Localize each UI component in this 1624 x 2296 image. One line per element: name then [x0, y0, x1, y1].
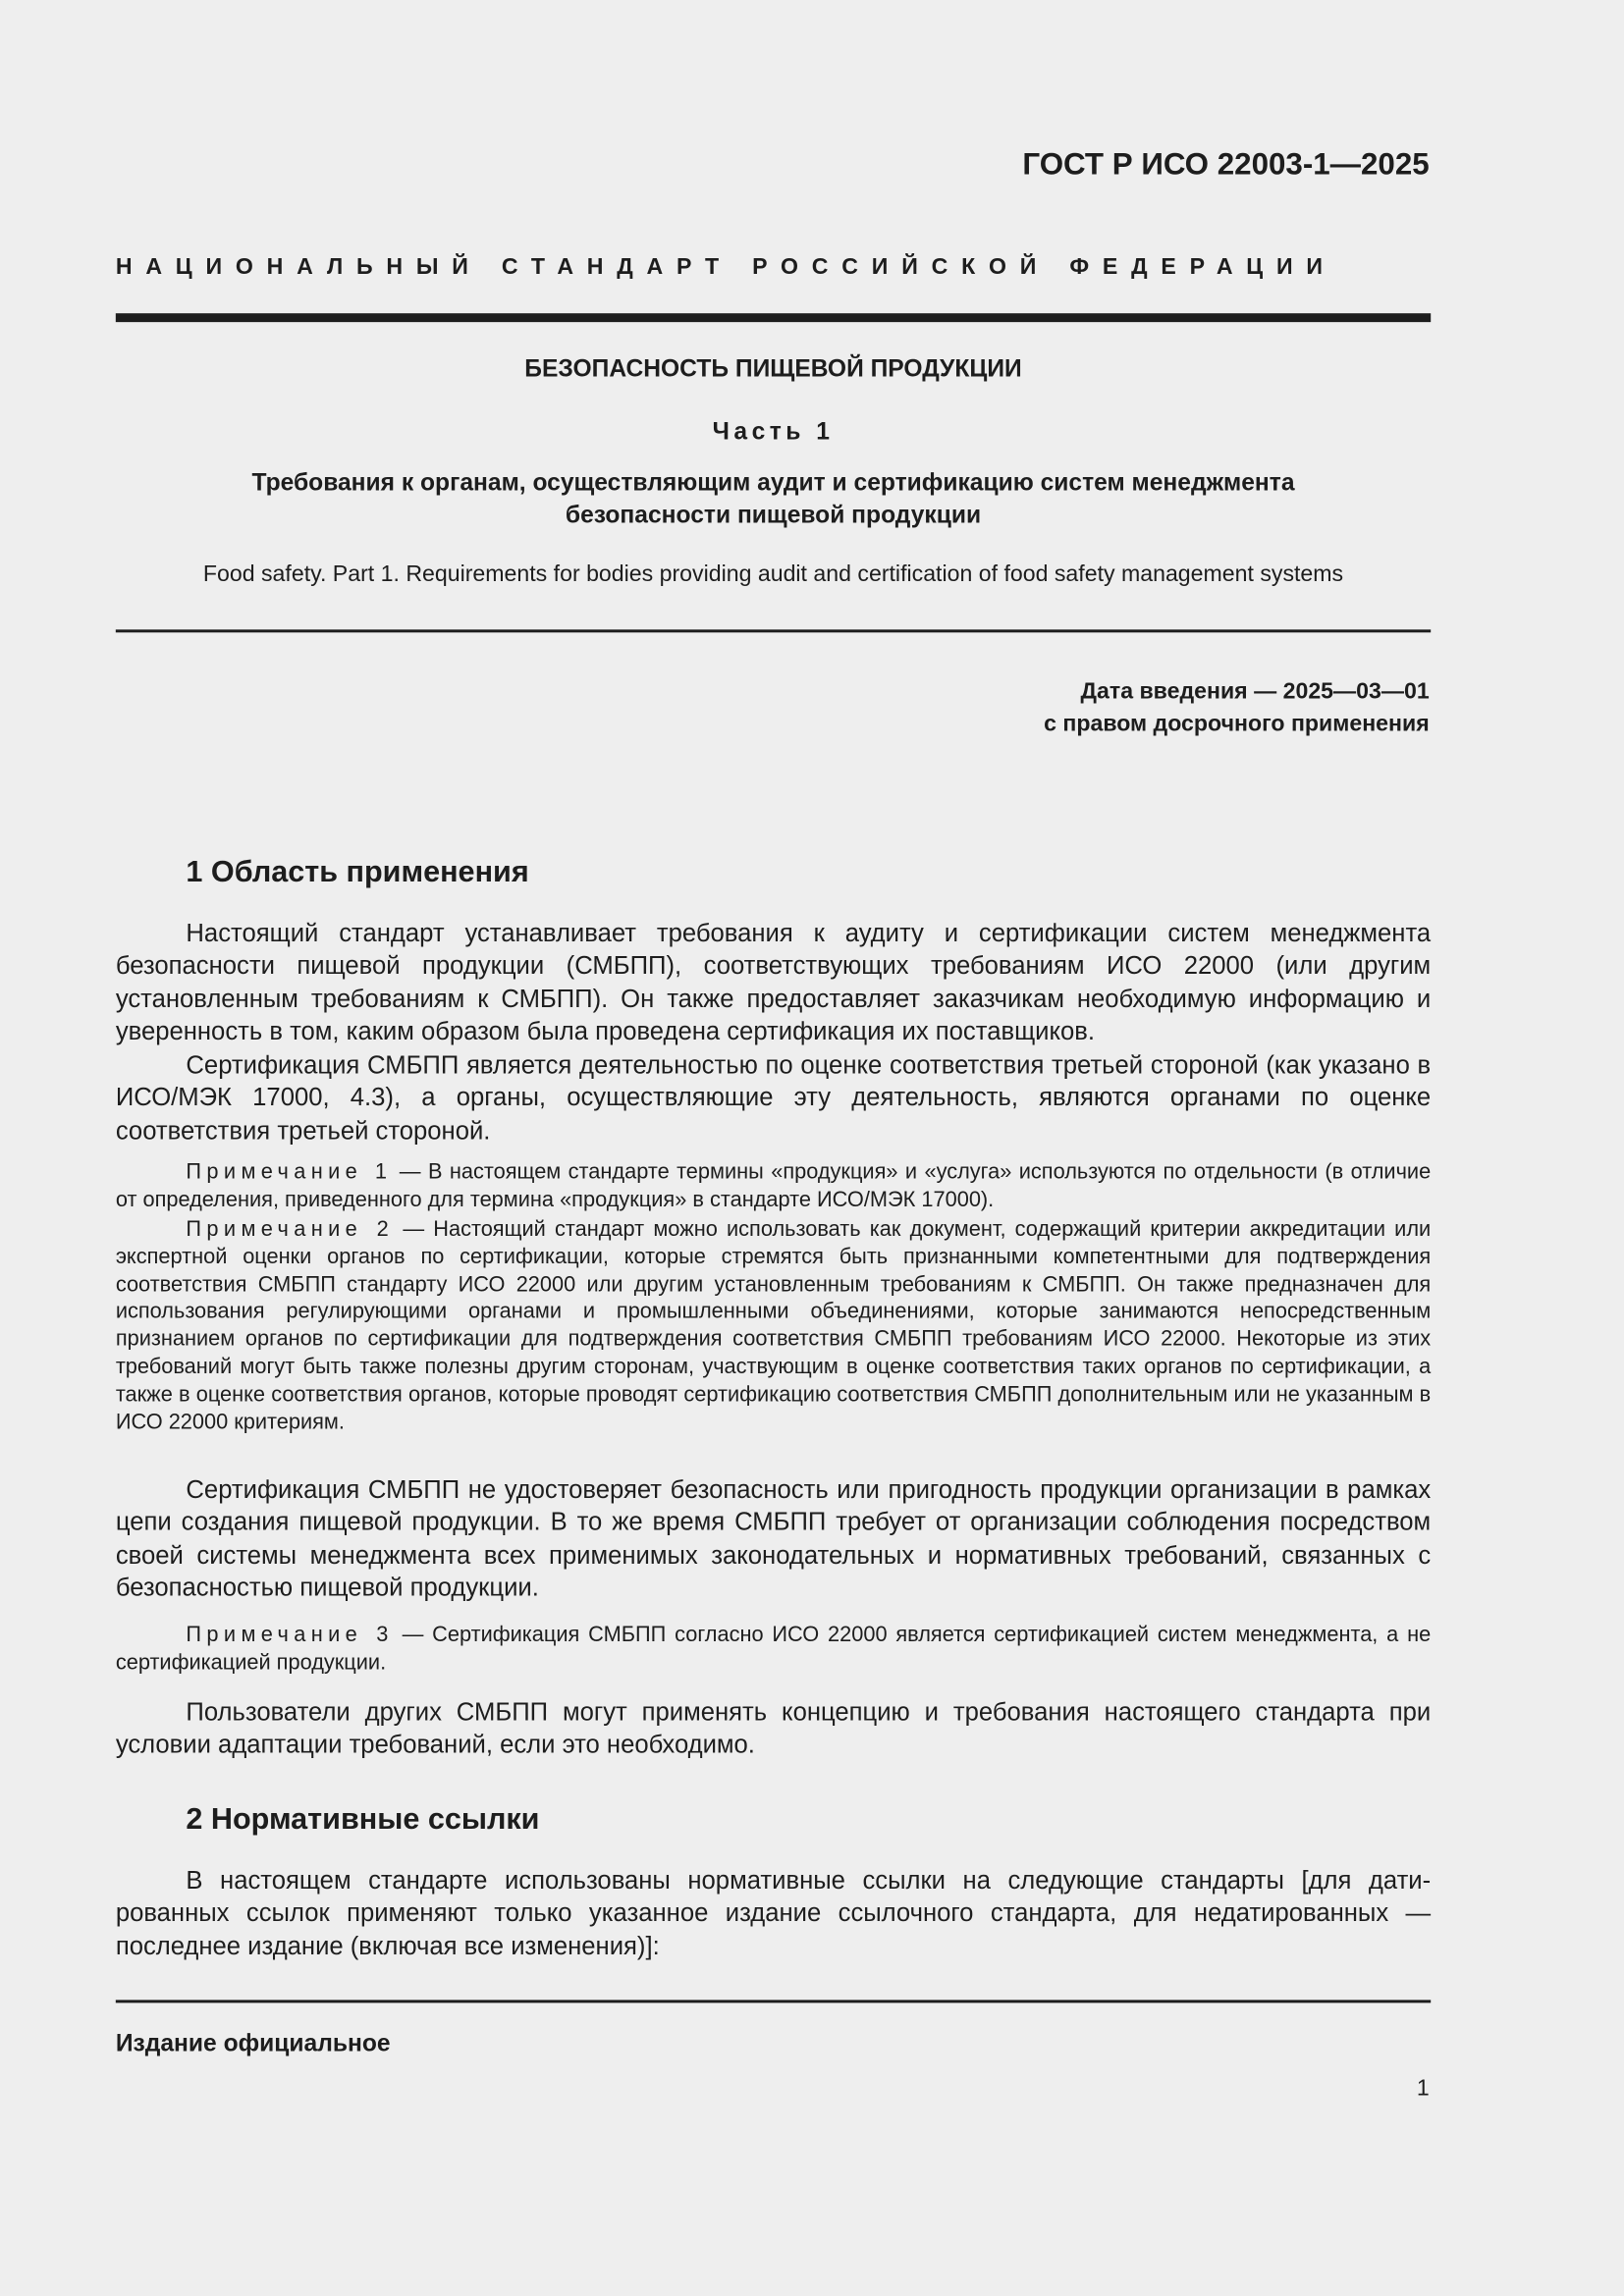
- section-1-paragraph-1: Настоящий стандарт устанавливает требования к аудиту и сертификации систем менеджмента безопасности пищевой продукции (СМБПП), соответствующих требованиям ИСО 22000 (или другим установленным требованиям к СМБПП). Он также предоставляет заказчикам необходимую информацию и уверенность в том, каким образом была проведена сертификация их поставщиков.: [115, 918, 1432, 1046]
- section-1-paragraph-3: Сертификация СМБПП не удостоверяет безопасность или пригодность продукции организации в рамках цепи создания пищевой продукции. В то же время СМБПП требует от организации соблюдения посредством своей системы менеджмента всех применимых законодательных и нормативных требований, связанных с безопасностью пищевой продукции.: [115, 1473, 1432, 1603]
- official-edition-label: Издание официальное: [115, 2030, 391, 2057]
- page-number: 1: [1416, 2075, 1430, 2102]
- note-1-label: Примечание 1: [186, 1160, 393, 1185]
- introduction-date: Дата введения — 2025—03—01: [1080, 679, 1430, 705]
- subtitle-line-1: Требования к органам, осуществляющим аудит и сертификацию систем менеджмента: [251, 469, 1295, 497]
- footer-divider: [116, 2000, 1431, 2002]
- introduction-date-block: [1044, 676, 1430, 741]
- note-3-label: Примечание 3: [186, 1624, 394, 1647]
- document-subtitle: [116, 467, 1431, 532]
- header-divider-thick: [116, 313, 1431, 322]
- part-label: Часть 1: [712, 418, 835, 446]
- note-1-text: — В настоящем стандарте термины «продукция» и «услуга» используются по отдельности (в отличие от определения, приведенного для термина «продукция» в стандарте ИСО/МЭК 17000).: [115, 1160, 1432, 1212]
- national-standard-banner: НАЦИОНАЛЬНЫЙ СТАНДАРТ РОССИЙСКОЙ ФЕДЕРАЦИИ: [115, 254, 1336, 280]
- note-3: [116, 1623, 1431, 1678]
- english-title: Food safety. Part 1. Requirements for bodies providing audit and certification of food safety management systems: [202, 561, 1344, 588]
- document-title: БЕЗОПАСНОСТЬ ПИЩЕВОЙ ПРОДУКЦИИ: [524, 355, 1022, 383]
- section-1-heading: 1 Область применения: [186, 855, 529, 889]
- section-1-paragraph-2: Сертификация СМБПП является деятельностью по оценке соответствия третьей стороной (как указано в ИСО/МЭК 17000, 4.3), а органы, осуществляющие эту деятельность, являются органами по оценке соответствия третьей стороной.: [115, 1049, 1432, 1146]
- section-2-heading: 2 Нормативные ссылки: [186, 1802, 540, 1837]
- note-1: [116, 1159, 1431, 1214]
- section-1-paragraph-4: Пользователи других СМБПП могут применять концепцию и требования настоящего стандарта при условии адаптации требований, если это необходимо.: [115, 1696, 1432, 1759]
- early-use-note: с правом досрочного применения: [1044, 711, 1430, 737]
- document-code: ГОСТ Р ИСО 22003-1—2025: [1022, 147, 1430, 182]
- subtitle-line-2: безопасности пищевой продукции: [565, 502, 982, 529]
- section-2-paragraph-1: В настоящем стандарте использованы нормативные ссылки на следующие стандарты [для датированных ссылок применяют только указанное издание ссылочного стандарта, для недатированных — последнее издание (включая все изменения)]:: [115, 1865, 1432, 1960]
- note-2-text: — Настоящий стандарт можно использовать как документ, содержащий критерии аккредитации или экспертной оценки органов по сертификации, которые стремятся быть признанными компетентными для подтверждения соответствия СМБПП стандарту ИСО 22000 или другим установленным требованиям к СМБПП. Он также предназначен для использования регулирующими органами и промышленными объединениями, которые занимаются непосредственным признанием органов по сертификации для подтверждения соответствия СМБПП требованиям ИСО 22000. Некоторые из этих требований могут быть также полезны другим сторонам, участвующим в оценке соответствия таких органов по сертификации, а также в оценке соответствия органов, которые проводят сертификацию соответствия СМБПП дополнительным или не указанным в ИСО 22000 критериям.: [115, 1217, 1432, 1435]
- note-2-label: Примечание 2: [186, 1217, 395, 1242]
- note-3-text: — Сертификация СМБПП согласно ИСО 22000 является сертификацией систем менеджмента, а не сертификацией продукции.: [115, 1624, 1432, 1675]
- note-2: [116, 1216, 1431, 1436]
- title-divider: [116, 629, 1431, 632]
